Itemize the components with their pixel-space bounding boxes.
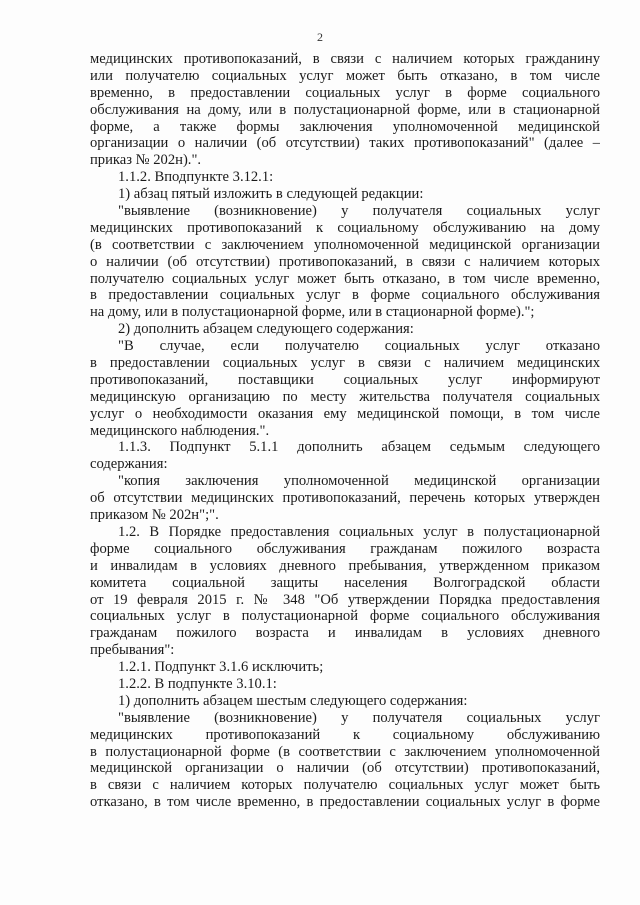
text-line: "В случае, если получателю социальных услуг отказано (118, 338, 600, 355)
text-line: гражданам пожилого возраста и инвалидам в условиях дневного (90, 625, 600, 642)
text-line: комитета социальной защиты населения Волгоградской области (90, 574, 600, 591)
text-line: медицинских противопоказаний к социальному обслуживанию (90, 726, 600, 743)
text-line: 1.2.2. В подпункте 3.10.1: (118, 675, 277, 692)
text-line: временно, в предоставлении социальных услуг в форме социального (90, 84, 600, 101)
text-line: противопоказаний, поставщики социальных услуг информируют (90, 371, 600, 388)
text-line: медицинских противопоказаний, в связи с наличием которых гражданину (90, 51, 600, 67)
text-line: медицинских противопоказаний к социальному обслуживанию на дому (90, 219, 600, 236)
text-line: организации о наличии (об отсутствии) таких противопоказаний" (далее – (90, 135, 600, 152)
text-line: 1) дополнить абзацем шестым следующего содержания: (118, 692, 468, 709)
text-line: или получателю социальных услуг может быть отказано, в том числе (90, 67, 600, 84)
text-line: 1.2.1. Подпункт 3.1.6 исключить; (118, 659, 324, 676)
text-line: "выявление (возникновение) у получателя социальных услуг (118, 203, 600, 220)
text-line: приказом № 202н";". (90, 507, 219, 524)
text-line: содержания: (90, 456, 168, 473)
document-body (90, 51, 600, 811)
text-line: 1.2. В Порядке предоставления социальных услуг в полустационарной (118, 523, 600, 540)
text-line: медицинского наблюдения.". (90, 422, 270, 439)
text-line: пребывания": (90, 642, 175, 659)
text-line: "выявление (возникновение) у получателя социальных услуг (118, 709, 600, 726)
text-line: отказано, в том числе временно, в предоставлении социальных услуг в форме (90, 794, 600, 811)
text-line: услуг о необходимости оказания ему медицинской помощи, в том числе (90, 405, 600, 422)
text-line: получателю социальных услуг может быть отказано, в том числе временно, (90, 270, 600, 287)
text-line: приказ № 202н).". (90, 152, 202, 169)
text-line: в полустационарной форме (в соответствии с заключением уполномоченной (90, 743, 600, 760)
text-line: и инвалидам в условиях дневного пребывания, утвержденном приказом (90, 557, 600, 574)
text-line: об отсутствии медицинских противопоказаний, перечень которых утвержден (90, 490, 600, 507)
text-line: 1) абзац пятый изложить в следующей редакции: (118, 186, 424, 203)
text-line: от 19 февраля 2015 г. № 348 "Об утверждении Порядка предоставления (90, 591, 600, 608)
text-line: 1.1.2. Вподпункте 3.12.1: (118, 169, 274, 186)
text-line: "копия заключения уполномоченной медицинской организации (118, 473, 600, 490)
text-line: форме, а также формы заключения уполномоченной медицинской (90, 118, 600, 135)
text-line: в предоставлении социальных услуг в связи с наличием медицинских (90, 355, 600, 372)
text-line: (в соответствии с заключением уполномоченной медицинской организации (90, 236, 600, 253)
text-line: медицинскую организацию по месту жительства получателя социальных (90, 388, 600, 405)
text-line: 1.1.3. Подпункт 5.1.1 дополнить абзацем седьмым следующего (118, 439, 600, 456)
text-line: на дому, или в полустационарной форме, или в стационарной форме)."; (90, 304, 535, 321)
text-line: о наличии (об отсутствии) противопоказаний, в связи с наличием которых (90, 253, 600, 270)
text-line: в связи с наличием которых получателю социальных услуг может быть (90, 777, 600, 794)
text-line: социальных услуг в полустационарной форме социального обслуживания (90, 608, 600, 625)
text-line: медицинской организации о наличии (об отсутствии) противопоказаний, (90, 760, 600, 777)
text-line: в предоставлении социальных услуг в форме социального обслуживания (90, 287, 600, 304)
page-number: 2 (317, 30, 323, 44)
text-line: форме социального обслуживания гражданам пожилого возраста (90, 540, 600, 557)
text-line: 2) дополнить абзацем следующего содержания: (118, 321, 414, 338)
text-line: обслуживания на дому, или в полустационарной форме, или в стационарной (90, 101, 600, 118)
